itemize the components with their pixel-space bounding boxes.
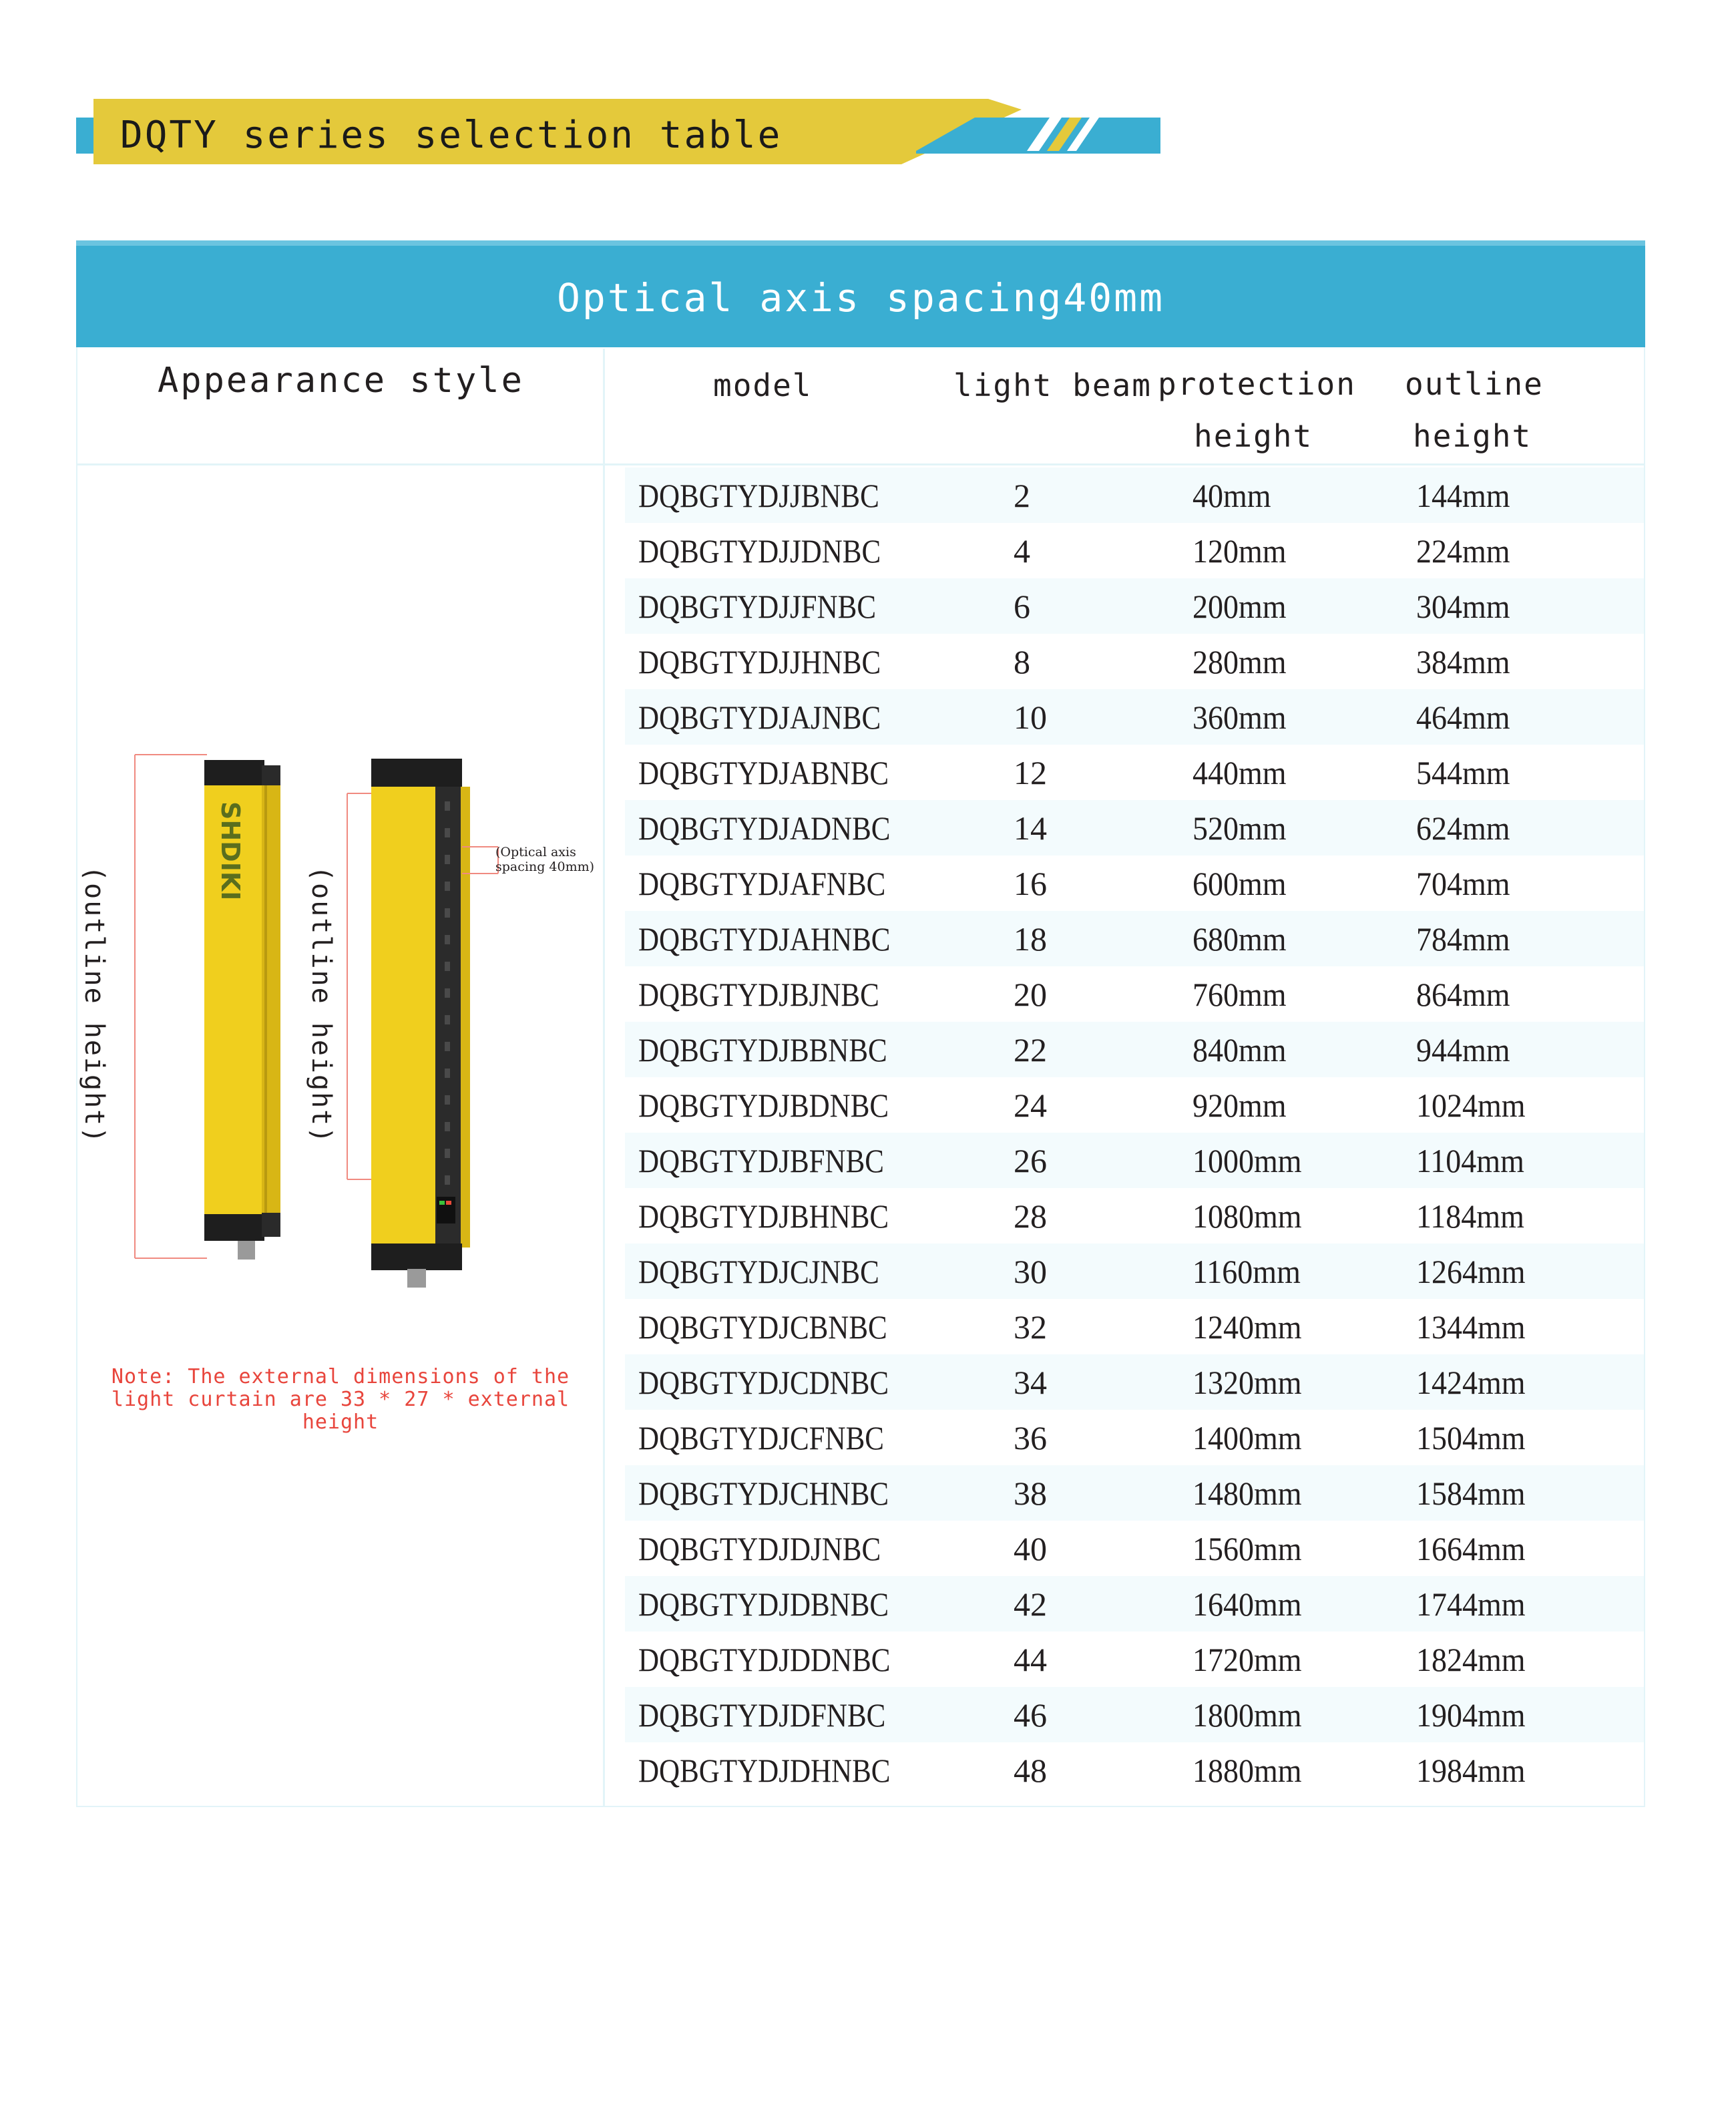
- outline-height-cell: 1264mm: [1416, 1253, 1526, 1290]
- product-logo: SHDIKI: [216, 801, 245, 901]
- lens-mark: [445, 908, 450, 918]
- outline-height-cell: 1104mm: [1416, 1142, 1524, 1179]
- outline-height-cell: 384mm: [1416, 643, 1510, 681]
- note-line-1: Note: The external dimensions of the: [111, 1365, 570, 1388]
- model-cell: DQBGTYDJJHNBC: [638, 643, 881, 681]
- lens-mark: [445, 962, 450, 971]
- outline-height-cell: 624mm: [1416, 809, 1510, 847]
- note-line-2: light curtain are 33 * 27 * external height: [111, 1388, 570, 1434]
- table-row: DQBGTYDJJFNBC 6 200mm 304mm: [625, 578, 1644, 634]
- outline-height-cell: 1184mm: [1416, 1197, 1524, 1235]
- table-row: DQBGTYDJDFNBC 46 1800mm 1904mm: [625, 1687, 1644, 1742]
- protection-height-cell: 1000mm: [1192, 1142, 1302, 1179]
- optical-axis-callout: [495, 845, 594, 874]
- protection-height-cell: 600mm: [1192, 865, 1287, 902]
- lens-mark: [445, 1175, 450, 1185]
- outline-height-cell: 224mm: [1416, 532, 1510, 570]
- protection-height-cell: 1880mm: [1192, 1752, 1302, 1789]
- protection-height-cell: 680mm: [1192, 920, 1287, 958]
- protection-height-cell: 440mm: [1192, 754, 1287, 791]
- protection-header-2: height: [1194, 418, 1313, 454]
- lens-mark: [445, 935, 450, 944]
- outline-header: outline: [1405, 366, 1544, 402]
- protection-height-cell: 1640mm: [1192, 1585, 1302, 1623]
- protection-height-cell: 200mm: [1192, 588, 1287, 625]
- table-row: DQBGTYDJCBNBC 32 1240mm 1344mm: [638, 1308, 1526, 1346]
- outline-height-cell: 1984mm: [1416, 1752, 1526, 1789]
- outline-height-cell: 544mm: [1416, 754, 1510, 791]
- protection-header: protection: [1158, 366, 1356, 402]
- protection-height-cell: 1720mm: [1192, 1641, 1302, 1678]
- banner-title: DQTY series selection table: [120, 114, 783, 157]
- outline-height-cell: 1424mm: [1416, 1364, 1526, 1401]
- model-cell: DQBGTYDJCJNBC: [638, 1253, 879, 1290]
- outline-height-cell: 784mm: [1416, 920, 1510, 958]
- protection-height-cell: 120mm: [1192, 532, 1287, 570]
- table-row: DQBGTYDJADNBC 14 520mm 624mm: [625, 800, 1644, 855]
- table-row: DQBGTYDJDDNBC 44 1720mm 1824mm: [638, 1641, 1526, 1678]
- model-cell: DQBGTYDJBFNBC: [638, 1142, 884, 1179]
- outline-height-cell: 1904mm: [1416, 1696, 1526, 1734]
- table-row: DQBGTYDJDBNBC 42 1640mm 1744mm: [625, 1576, 1644, 1632]
- model-cell: DQBGTYDJJFNBC: [638, 588, 877, 625]
- table-row: DQBGTYDJDJNBC 40 1560mm 1664mm: [638, 1530, 1526, 1567]
- model-cell: DQBGTYDJBBNBC: [638, 1031, 887, 1069]
- protection-height-cell: 1160mm: [1192, 1253, 1301, 1290]
- protection-height-cell: 840mm: [1192, 1031, 1287, 1069]
- model-cell: DQBGTYDJAFNBC: [638, 865, 886, 902]
- light-beam-header: light beam: [953, 367, 1152, 403]
- model-cell: DQBGTYDJADNBC: [638, 809, 891, 847]
- table-row: DQBGTYDJAFNBC 16 600mm 704mm: [638, 865, 1510, 902]
- outline-height-cell: 1504mm: [1416, 1419, 1526, 1457]
- outline-height-cell: 1744mm: [1416, 1585, 1526, 1623]
- outline-height-cell: 464mm: [1416, 699, 1510, 736]
- light-curtain-front: [204, 760, 280, 1260]
- lens-mark: [445, 1122, 450, 1131]
- dimension-note: [73, 1366, 608, 1434]
- product-illustration: [73, 735, 608, 1296]
- outline-height-cell: 1024mm: [1416, 1087, 1526, 1124]
- model-cell: DQBGTYDJJDNBC: [638, 532, 881, 570]
- outline-header-2: height: [1413, 418, 1532, 454]
- model-cell: DQBGTYDJABNBC: [638, 754, 889, 791]
- table-row: DQBGTYDJAHNBC 18 680mm 784mm: [625, 911, 1644, 966]
- lens-mark: [445, 855, 450, 864]
- protection-height-cell: 280mm: [1192, 643, 1287, 681]
- outline-height-cell: 1344mm: [1416, 1308, 1526, 1346]
- outline-height-label-left: (outline height): [79, 866, 110, 1145]
- protection-height-cell: 1480mm: [1192, 1475, 1302, 1512]
- protection-height-cell: 40mm: [1192, 477, 1271, 514]
- banner-blue-bar-left: [76, 118, 95, 154]
- model-cell: DQBGTYDJDHNBC: [638, 1752, 891, 1789]
- table-row: DQBGTYDJBJNBC 20 760mm 864mm: [638, 976, 1510, 1013]
- protection-height-cell: 920mm: [1192, 1087, 1287, 1124]
- table-title: Optical axis spacing40mm: [556, 275, 1165, 321]
- lens-mark: [445, 988, 450, 998]
- outline-height-cell: 944mm: [1416, 1031, 1510, 1069]
- model-cell: DQBGTYDJJBNBC: [638, 477, 879, 514]
- model-cell: DQBGTYDJDJNBC: [638, 1530, 881, 1567]
- table-row: DQBGTYDJCHNBC 38 1480mm 1584mm: [625, 1465, 1644, 1521]
- table-body: [625, 467, 1644, 1798]
- model-cell: DQBGTYDJDDNBC: [638, 1641, 891, 1678]
- model-cell: DQBGTYDJBDNBC: [638, 1087, 889, 1124]
- outline-height-cell: 304mm: [1416, 588, 1510, 625]
- outline-height-cell: 1824mm: [1416, 1641, 1526, 1678]
- lens-mark: [445, 1149, 450, 1158]
- table-row: DQBGTYDJBBNBC 22 840mm 944mm: [625, 1022, 1644, 1077]
- lens-mark: [445, 1015, 450, 1024]
- lens-mark: [445, 1042, 450, 1051]
- table-row: DQBGTYDJJDNBC 4 120mm 224mm: [638, 532, 1510, 570]
- table-row: DQBGTYDJAJNBC 10 360mm 464mm: [625, 689, 1644, 745]
- model-header: model: [713, 367, 813, 403]
- table-row: DQBGTYDJCFNBC 36 1400mm 1504mm: [638, 1419, 1526, 1457]
- lens-mark: [445, 882, 450, 891]
- outline-height-cell: 864mm: [1416, 976, 1510, 1013]
- outline-height-cell: 144mm: [1416, 477, 1510, 514]
- model-cell: DQBGTYDJCHNBC: [638, 1475, 889, 1512]
- table-row: DQBGTYDJJBNBC 2 40mm 144mm: [625, 467, 1644, 523]
- table-row: DQBGTYDJBHNBC 28 1080mm 1184mm: [638, 1197, 1524, 1235]
- protection-height-cell: 360mm: [1192, 699, 1287, 736]
- lens-mark: [445, 1069, 450, 1078]
- model-cell: DQBGTYDJCDNBC: [638, 1364, 889, 1401]
- model-cell: DQBGTYDJBHNBC: [638, 1197, 889, 1235]
- protection-height-cell: 1320mm: [1192, 1364, 1302, 1401]
- lens-mark: [445, 801, 450, 811]
- table-row: DQBGTYDJCDNBC 34 1320mm 1424mm: [625, 1354, 1644, 1410]
- model-cell: DQBGTYDJAHNBC: [638, 920, 891, 958]
- callout-line-2: spacing 40mm): [495, 859, 595, 874]
- outline-height-cell: 1664mm: [1416, 1530, 1526, 1567]
- protection-height-cell: 1400mm: [1192, 1419, 1302, 1457]
- table-row: DQBGTYDJCJNBC 30 1160mm 1264mm: [625, 1243, 1644, 1299]
- model-cell: DQBGTYDJAJNBC: [638, 699, 881, 736]
- outline-height-label-right: (outline height): [306, 866, 337, 1145]
- protection-height-cell: 760mm: [1192, 976, 1287, 1013]
- protection-height-cell: 1800mm: [1192, 1696, 1302, 1734]
- protection-height-cell: 1560mm: [1192, 1530, 1302, 1567]
- model-cell: DQBGTYDJCFNBC: [638, 1419, 884, 1457]
- model-cell: DQBGTYDJBJNBC: [638, 976, 879, 1013]
- protection-height-cell: 1240mm: [1192, 1308, 1302, 1346]
- table-row: DQBGTYDJDHNBC 48 1880mm 1984mm: [638, 1752, 1526, 1789]
- light-curtain-side: [371, 759, 470, 1288]
- appearance-style-header: Appearance style: [158, 361, 524, 401]
- table-row: DQBGTYDJJHNBC 8 280mm 384mm: [638, 643, 1510, 681]
- outline-height-cell: 704mm: [1416, 865, 1510, 902]
- model-cell: DQBGTYDJDFNBC: [638, 1696, 886, 1734]
- lens-mark: [445, 828, 450, 837]
- header-divider: [76, 463, 1645, 465]
- table-title-band: [76, 240, 1645, 347]
- model-cell: DQBGTYDJDBNBC: [638, 1585, 889, 1623]
- model-cell: DQBGTYDJCBNBC: [638, 1308, 887, 1346]
- protection-height-cell: 520mm: [1192, 809, 1287, 847]
- lens-mark: [445, 1095, 450, 1105]
- table-row: DQBGTYDJBDNBC 24 920mm 1024mm: [638, 1087, 1526, 1124]
- callout-line-1: (Optical axis: [495, 845, 576, 859]
- table-row: DQBGTYDJABNBC 12 440mm 544mm: [638, 754, 1510, 791]
- table-row: DQBGTYDJBFNBC 26 1000mm 1104mm: [625, 1133, 1644, 1188]
- outline-height-cell: 1584mm: [1416, 1475, 1526, 1512]
- protection-height-cell: 1080mm: [1192, 1197, 1302, 1235]
